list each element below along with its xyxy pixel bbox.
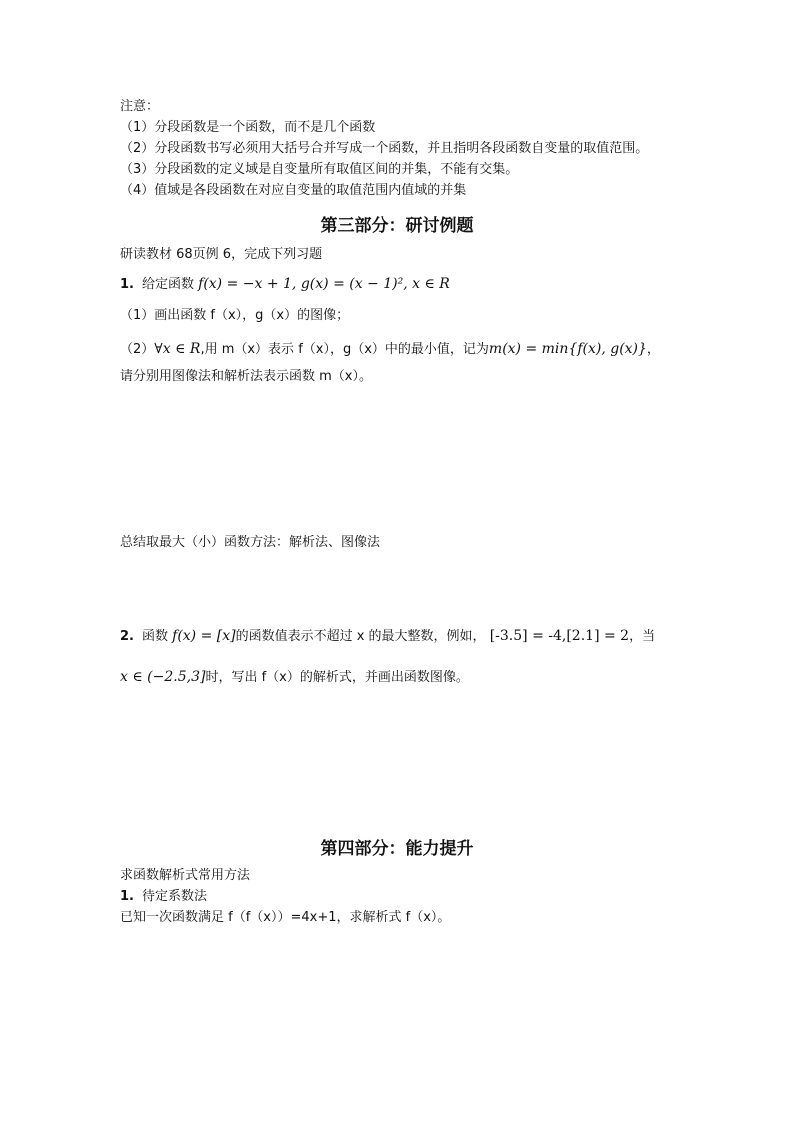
question-1-number: 1. — [120, 277, 134, 292]
notes-title: 注意： — [120, 99, 160, 114]
question-1-forall-formula: ∀x ∈ R — [154, 341, 201, 357]
question-1-sub1: （1）画出函数 f（x），g（x）的图像； — [120, 308, 350, 323]
question-1-sub2-prefix: （2） — [120, 342, 155, 357]
question-2-example-1: [-3.5] = -4 — [489, 628, 562, 644]
question-2-line — [120, 627, 655, 646]
method-1-line — [120, 888, 207, 906]
question-2-domain-formula: x ∈ (−2.5,3] — [120, 669, 206, 685]
question-1-sub2 — [120, 340, 660, 359]
question-1-lead: 给定函数 — [141, 277, 194, 292]
question-1-sub2-end: ， — [646, 342, 660, 357]
question-1-min-formula: m(x) = min{f(x), g(x)} — [488, 341, 647, 357]
part3-heading: 第三部分：研讨例题 — [320, 216, 474, 236]
part4-heading: 第四部分：能力提升 — [320, 839, 474, 859]
method-1-number: 1. — [120, 889, 134, 904]
question-1-formula: f(x) = −x + 1, g(x) = (x − 1)², x ∈ R — [198, 276, 450, 292]
question-2-example-sep: , — [561, 628, 567, 644]
question-2-line2 — [120, 668, 469, 687]
question-1-line — [120, 275, 450, 294]
note-item-2: （2）分段函数书写必须用大括号合并写成一个函数，并且指明各段函数自变量的取值范围。 — [120, 141, 649, 156]
part4-problem: 已知一次函数满足 f（f（x））=4x+1，求解析式 f（x）。 — [120, 910, 451, 925]
method-1-title: 待定系数法 — [141, 889, 207, 904]
question-1-sub2-mid: ,用 m（x）表示 f（x），g（x）中的最小值，记为 — [200, 342, 489, 357]
note-item-4: （4）值域是各段函数在对应自变量的取值范围内值域的并集 — [120, 183, 467, 198]
note-item-1: （1）分段函数是一个函数，而不是几个函数 — [120, 120, 376, 135]
summary-text: 总结取最大（小）函数方法：解析法、图像法 — [120, 535, 381, 550]
question-2-line2-text: 时，写出 f（x）的解析式，并画出函数图像。 — [205, 670, 469, 685]
part4-intro: 求函数解析式常用方法 — [120, 868, 251, 883]
question-2-tail: ，当 — [629, 629, 656, 644]
question-2-lead: 函数 — [141, 629, 168, 644]
question-2-mid: 的函数值表示不超过 x 的最大整数，例如， — [235, 629, 486, 644]
question-2-number: 2. — [120, 629, 134, 644]
part3-intro: 研读教材 68页例 6，完成下列习题 — [120, 247, 323, 262]
note-item-3: （3）分段函数的定义域是自变量所有取值区间的并集，不能有交集。 — [120, 162, 519, 177]
question-2-floor-formula: f(x) = [x] — [172, 628, 236, 644]
question-2-example-2: [2.1] = 2 — [566, 628, 630, 644]
question-1-sub2-line2: 请分别用图像法和解析法表示函数 m（x）。 — [120, 369, 372, 384]
